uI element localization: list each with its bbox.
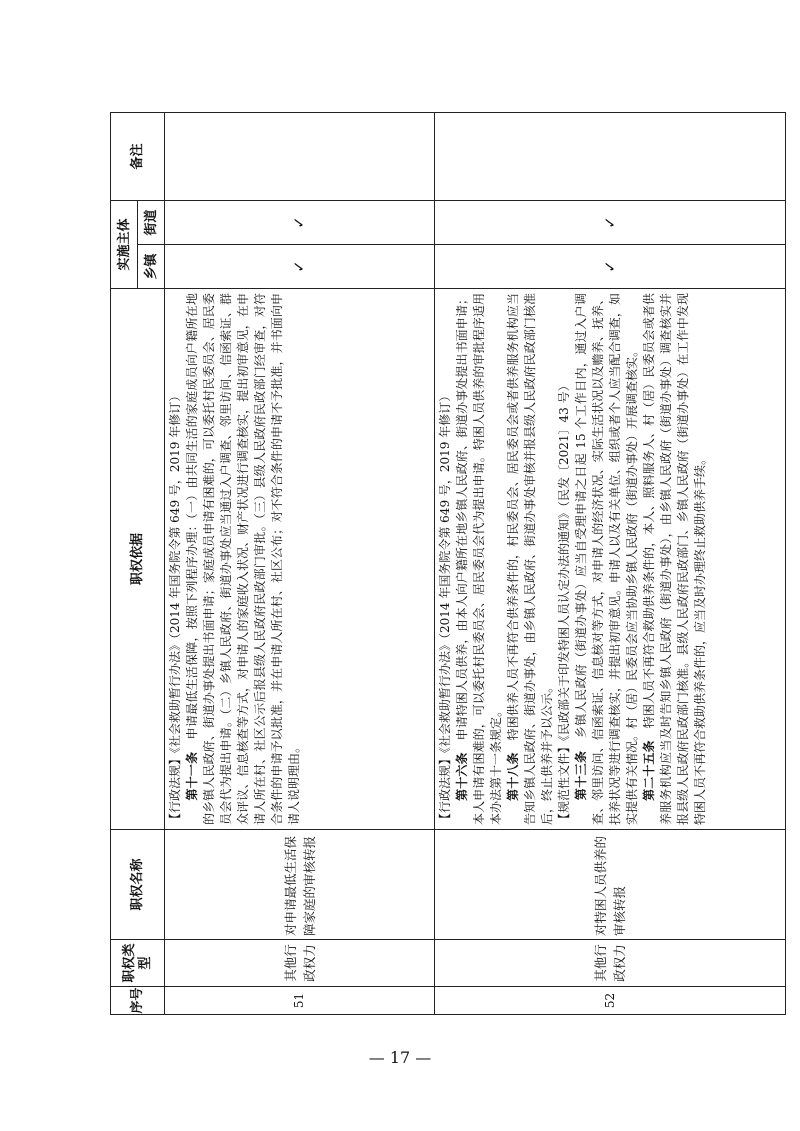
row-remark — [435, 112, 786, 200]
basis-article-text: 特困人员不再符合救助供养条件的，本人、照料服务人、村（居）民委员会或者供养服务机构应当及时告知乡镇人民政府（街道办事处），由乡镇人民政府（街道办事处）调查核实并报县级人民政府民政部门核准。县级人民政府民政部门、乡镇人民政府（街道办事处）在工作中发现特困人员不再符合救助供养条件的，应当及时办理终止救助供养手续。 — [642, 293, 707, 825]
basis-article-number: 第十六条 — [455, 752, 469, 801]
table-row — [165, 112, 435, 1014]
basis-paragraph — [505, 293, 556, 825]
header-seq: 序号 — [111, 987, 165, 1015]
header-basis: 职权依据 — [111, 289, 165, 830]
row-remark — [165, 112, 435, 200]
basis-paragraph — [641, 293, 709, 825]
basis-article-number: 第二十五条 — [642, 740, 656, 801]
basis-law-title: 【行政法规】《社会救助暂行办法》（2014 年国务院令第 649 号，2019 年修订） — [168, 389, 182, 825]
basis-article-number: 第十八条 — [506, 752, 520, 801]
row-name: 对特困人员供养的审核转报 — [435, 830, 786, 940]
basis-article-text: 乡镇人民政府（街道办事处）应当自受理申请之日起 15 个工作日内，通过入户调查、邻里访问、信函索证、信息核对等方式，对申请人的经济状况、实际生活状况以及赡养、抚养、扶养状况等进行调查核实，并提出初审意见。申请人以及有关单位、组织或者个人应当配合调查，如实提供有关情况。村（居）民委员会应当协助乡镇人民政府（街道办事处）开展调查核实。 — [574, 293, 639, 825]
row-street-check: ✓ — [435, 200, 786, 244]
row-basis — [435, 289, 786, 830]
basis-article-text: 申请特困人员供养，由本人向户籍所在地乡镇人民政府、街道办事处提出书面申请；本人申请有困难的，可以委托村民委员会、居民委员会代为提出申请。特困人员供养的审批程序适用本办法第十一条规定。 — [455, 293, 503, 825]
basis-article-text: 特困供养人员不再符合供养条件的，村民委员会、居民委员会或者供养服务机构应当告知乡镇人民政府、街道办事处，由乡镇人民政府、街道办事处审核并报县级人民政府民政部门核准后，终止供养并予以公示。 — [506, 293, 554, 825]
header-subject: 实施主体 — [111, 200, 138, 288]
rotated-table-container — [110, 113, 785, 1015]
basis-paragraph — [454, 293, 505, 825]
basis-paragraph — [167, 293, 184, 825]
basis-article-number: 第十一条 — [185, 751, 199, 801]
table-body — [165, 112, 786, 1014]
header-town: 乡镇 — [138, 245, 165, 289]
header-type: 职权类型 — [111, 940, 165, 987]
basis-law-title: 【行政法规】《社会救助暂行办法》（2014 年国务院令第 649 号，2019 年修订） — [438, 389, 452, 825]
basis-article-number: 第十三条 — [574, 750, 588, 801]
row-town-check: ✓ — [165, 245, 435, 289]
row-seq: 51 — [165, 987, 435, 1015]
row-type: 其他行政权力 — [165, 940, 435, 987]
basis-law-title: 【规范性文件】《民政部关于印发特困人员认定办法的通知》（民发〔2021〕43 号） — [557, 379, 571, 825]
row-type: 其他行政权力 — [435, 940, 786, 987]
basis-paragraph — [573, 293, 641, 825]
header-street: 街道 — [138, 200, 165, 244]
basis-paragraph — [556, 293, 573, 825]
row-seq: 52 — [435, 987, 786, 1015]
table-row — [435, 112, 786, 1014]
power-list-table — [110, 112, 786, 1015]
header-remark: 备注 — [111, 112, 165, 200]
row-town-check: ✓ — [435, 245, 786, 289]
row-street-check: ✓ — [165, 200, 435, 244]
row-name: 对申请最低生活保障家庭的审核转报 — [165, 830, 435, 940]
page-number: — 17 — — [368, 1048, 432, 1067]
basis-paragraph — [184, 293, 303, 825]
row-basis — [165, 289, 435, 830]
basis-article-text: 申请最低生活保障，按照下列程序办理：（一）由共同生活的家庭成员向户籍所在地的乡镇人民政府、街道办事处提出书面申请；家庭成员申请有困难的，可以委托村民委员会、居民委员会代为提出申请。（二）乡镇人民政府、街道办事处应当通过入户调查、邻里访问、信函索证、群众评议、信息核查等方式，对申请人的家庭收入状况、财产状况进行调查核实，提出初审意见，在申请人所在村、社区公示后报县级人民政府民政部门审批。（三）县级人民政府民政部门经审查，对符合条件的申请予以批准，并在申请人所在村、社区公布；对不符合条件的申请不予批准，并书面向申请人说明理由。 — [185, 293, 301, 825]
basis-paragraph — [437, 293, 454, 825]
header-name: 职权名称 — [111, 830, 165, 940]
